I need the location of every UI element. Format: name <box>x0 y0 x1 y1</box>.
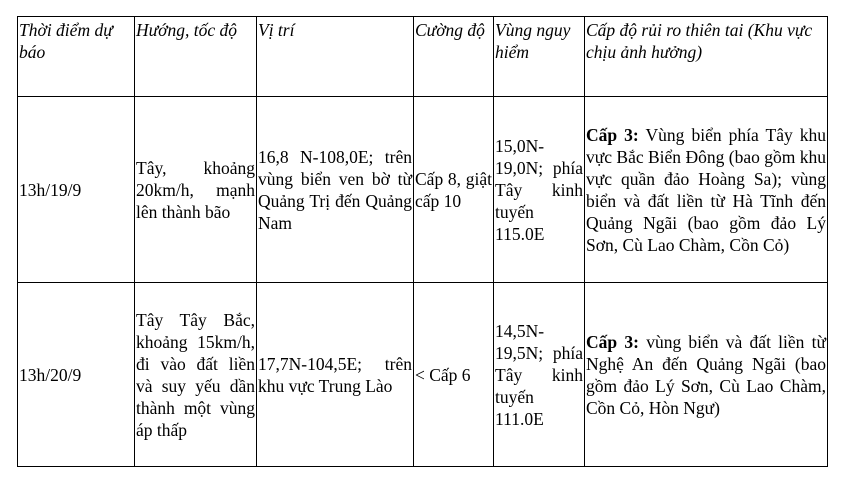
risk-level-label: Cấp 3: <box>586 124 639 145</box>
cell-time: 13h/19/9 <box>18 97 135 283</box>
header-intensity: Cường độ <box>414 17 494 97</box>
cell-danger-zone: 15,0N-19,0N; phía Tây kinh tuyến 115.0E <box>494 97 585 283</box>
table-header-row <box>18 17 828 97</box>
cell-position: 16,8 N-108,0E; trên vùng biển ven bờ từ Quảng Trị đến Quảng Nam <box>257 97 414 283</box>
cell-direction: Tây Tây Bắc, khoảng 15km/h, đi vào đất liền và suy yếu dần thành một vùng áp thấp <box>135 283 257 467</box>
cell-danger-zone: 14,5N-19,5N; phía Tây kinh tuyến 111.0E <box>494 283 585 467</box>
header-danger-zone: Vùng nguy hiểm <box>494 17 585 97</box>
forecast-table <box>17 16 828 467</box>
table-row <box>18 97 828 283</box>
risk-level-label: Cấp 3: <box>586 331 639 352</box>
header-time: Thời điểm dự báo <box>18 17 135 97</box>
cell-position: 17,7N-104,5E; trên khu vực Trung Lào <box>257 283 414 467</box>
cell-intensity: < Cấp 6 <box>414 283 494 467</box>
table-row <box>18 283 828 467</box>
header-position: Vị trí <box>257 17 414 97</box>
header-risk: Cấp độ rủi ro thiên tai (Khu vực chịu ảnh hưởng) <box>585 17 828 97</box>
risk-description: Vùng biển phía Tây khu vực Bắc Biển Đông (bao gồm khu vực quần đảo Hoàng Sa); vùng biển và đất liền từ Hà Tĩnh đến Quảng Ngãi (bao gồm đảo Lý Sơn, Cù Lao Chàm, Cồn Cỏ) <box>586 124 827 255</box>
cell-time: 13h/20/9 <box>18 283 135 467</box>
cell-direction: Tây, khoảng 20km/h, mạnh lên thành bão <box>135 97 257 283</box>
cell-intensity: Cấp 8, giật cấp 10 <box>414 97 494 283</box>
cell-risk <box>585 283 828 467</box>
header-direction: Hướng, tốc độ <box>135 17 257 97</box>
risk-description: vùng biển và đất liền từ Nghệ An đến Quảng Ngãi (bao gồm đảo Lý Sơn, Cù Lao Chàm, Cồn Cỏ, Hòn Ngư) <box>586 331 826 418</box>
cell-risk <box>585 97 828 283</box>
